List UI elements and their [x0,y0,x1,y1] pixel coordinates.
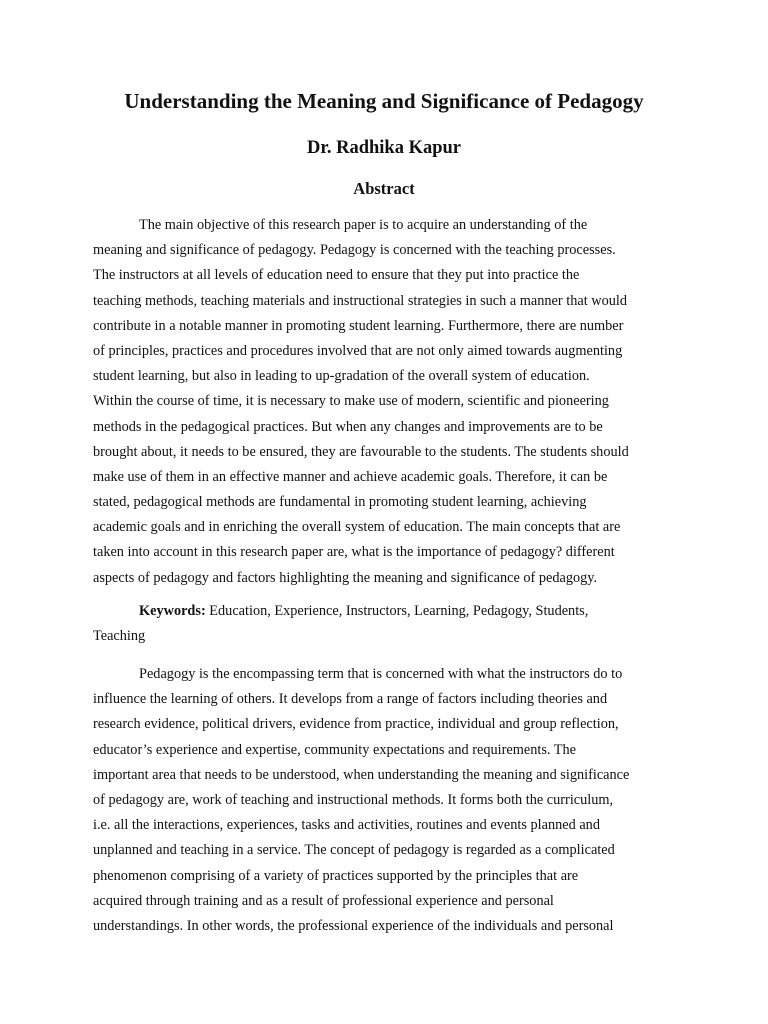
abstract-line: teaching methods, teaching materials and instructional strategies in such a manner that would [93,292,627,309]
abstract-line: The main objective of this research paper is to acquire an understanding of the [139,217,588,233]
abstract-line: taken into account in this research paper are, what is the importance of pedagogy? different [93,544,615,561]
keywords-label: Keywords: [139,603,206,619]
abstract-line: meaning and significance of pedagogy. Pedagogy is concerned with the teaching processes. [93,242,616,259]
abstract-line: methods in the pedagogical practices. But when any changes and improvements are to be [93,418,603,435]
paper-title: Understanding the Meaning and Significance of Pedagogy [124,89,644,113]
abstract-paragraph [93,213,678,591]
body-paragraph [93,662,678,939]
abstract-line: student learning, but also in leading to up-gradation of the overall system of education. [93,368,590,385]
body-line: acquired through training and as a result of professional experience and personal [93,892,554,909]
keywords-paragraph [93,599,678,649]
keywords-line-continued: Teaching [93,628,146,645]
body-line: unplanned and teaching in a service. The concept of pedagogy is regarded as a complicated [93,842,615,859]
abstract-line: contribute in a notable manner in promoting student learning. Furthermore, there are number [93,317,624,334]
body-line: i.e. all the interactions, experiences, tasks and activities, routines and events planned and [93,817,600,834]
abstract-line: brought about, it needs to be ensured, they are favourable to the students. The students should [93,443,629,460]
abstract-line: aspects of pedagogy and factors highlighting the meaning and significance of pedagogy. [93,569,598,586]
abstract-line: of principles, practices and procedures involved that are not only aimed towards augmenting [93,342,623,359]
body-line: of pedagogy are, work of teaching and instructional methods. It forms both the curriculum, [93,791,614,808]
body-line: research evidence, political drivers, evidence from practice, individual and group reflection, [93,716,619,733]
body-line: influence the learning of others. It develops from a range of factors including theories and [93,691,608,708]
abstract-heading: Abstract [353,179,415,198]
keywords-list: Education, Experience, Instructors, Learning, Pedagogy, Students, [205,603,589,619]
body-line: educator’s experience and expertise, community expectations and requirements. The [93,741,577,758]
body-line: important area that needs to be understood, when understanding the meaning and significance [93,766,630,783]
keywords-line [93,599,678,624]
body-line: phenomenon comprising of a variety of practices supported by the principles that are [93,867,579,884]
abstract-line: academic goals and in enriching the overall system of education. The main concepts that are [93,519,621,536]
author-name: Dr. Radhika Kapur [306,138,462,158]
abstract-line: stated, pedagogical methods are fundamental in promoting student learning, achieving [93,494,587,511]
abstract-line: The instructors at all levels of education need to ensure that they put into practice the [93,267,580,284]
abstract-line: Within the course of time, it is necessary to make use of modern, scientific and pioneering [93,393,609,410]
body-line: understandings. In other words, the professional experience of the individuals and personal [93,917,614,934]
body-line: Pedagogy is the encompassing term that is concerned with what the instructors do to [139,666,623,682]
abstract-line: make use of them in an effective manner and achieve academic goals. Therefore, it can be [93,468,608,485]
